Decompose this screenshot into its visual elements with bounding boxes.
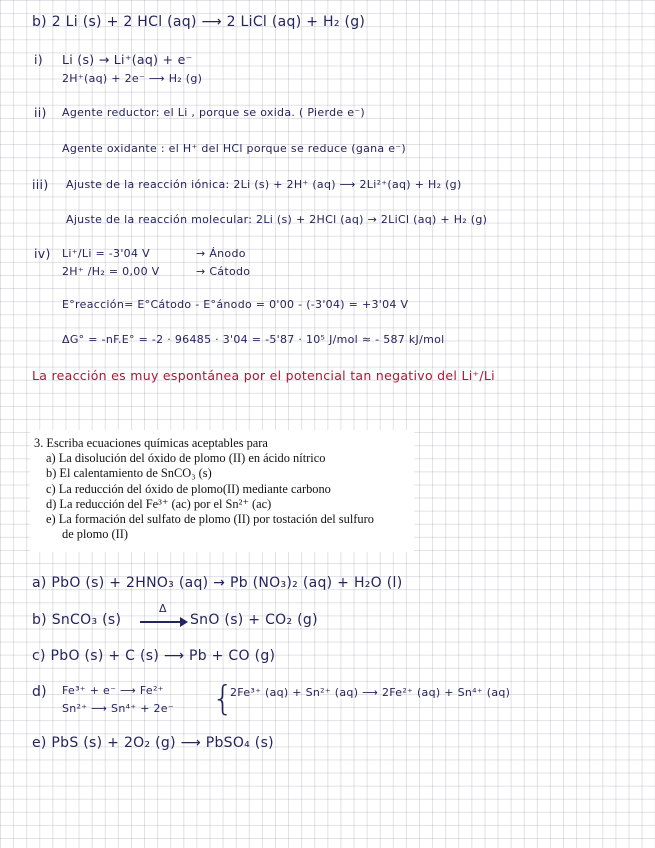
answer-b-products: SnO (s) + CO₂ (g) xyxy=(190,612,318,628)
question-3-item-c: c) La reducción del óxido de plomo(II) mediante carbono xyxy=(46,481,331,496)
item-i-reduction: 2H⁺(aq) + 2e⁻ ⟶ H₂ (g) xyxy=(62,72,203,85)
brace-icon: { xyxy=(212,679,234,719)
cathode-label: → Cátodo xyxy=(196,265,251,278)
heat-arrow xyxy=(140,602,188,632)
h-potential: 2H⁺ /H₂ = 0,00 V xyxy=(62,265,160,278)
answer-d-half-2: Sn²⁺ ⟶ Sn⁴⁺ + 2e⁻ xyxy=(62,702,174,715)
reducing-agent-line: Agente reductor: el Li , porque se oxida. ( Pierde e⁻) xyxy=(62,106,366,119)
question-3-box xyxy=(30,430,414,552)
answer-b-reactant: b) SnCO₃ (s) xyxy=(32,612,122,628)
arrow-head-icon xyxy=(180,617,188,627)
arrow-shaft xyxy=(140,621,182,623)
cell-potential-calc: E°reacción= E°Cátodo - E°ánodo = 0'00 - (-3'04) = +3'04 V xyxy=(62,298,409,311)
gibbs-energy-calc: ΔG° = -nF.E° = -2 · 96485 · 3'04 = -5'87 · 10⁵ J/mol ≈ - 587 kJ/mol xyxy=(62,333,445,346)
question-3-item-d: d) La reducción del Fe³⁺ (ac) por el Sn²⁺ (ac) xyxy=(46,496,272,511)
li-potential: Li⁺/Li = -3'04 V xyxy=(62,247,150,260)
item-i-label: i) xyxy=(34,52,43,67)
question-3-item-a: a) La disolución del óxido de plomo (II) en ácido nítrico xyxy=(46,451,326,466)
oxidizing-agent-line: Agente oxidante : el H⁺ del HCl porque se reduce (gana e⁻) xyxy=(62,142,407,155)
question-3-item-e-cont: de plomo (II) xyxy=(62,527,129,542)
question-3-item-e: e) La formación del sulfato de plomo (II) por tostación del sulfuro xyxy=(46,512,374,527)
answer-d-half-1: Fe³⁺ + e⁻ ⟶ Fe²⁺ xyxy=(62,684,164,697)
question-3-item-b: b) El calentamiento de SnCO₃ (s) xyxy=(46,466,212,481)
item-iv-label: iv) xyxy=(34,246,51,261)
answer-e: e) PbS (s) + 2O₂ (g) ⟶ PbSO₄ (s) xyxy=(32,735,274,751)
answer-a: a) PbO (s) + 2HNO₃ (aq) → Pb (NO₃)₂ (aq) + H₂O (l) xyxy=(32,575,403,591)
answer-d-overall: 2Fe³⁺ (aq) + Sn²⁺ (aq) ⟶ 2Fe²⁺ (aq) + Sn⁴⁺ (aq) xyxy=(230,686,511,699)
reaction-header: b) 2 Li (s) + 2 HCl (aq) ⟶ 2 LiCl (aq) + H₂ (g) xyxy=(32,14,366,30)
item-iii-label: iii) xyxy=(32,177,49,192)
molecular-adjustment-line: Ajuste de la reacción molecular: 2Li (s) + 2HCl (aq) → 2LiCl (aq) + H₂ (g) xyxy=(66,213,488,226)
heat-symbol: Δ xyxy=(159,602,167,615)
conclusion-text: La reacción es muy espontánea por el potencial tan negativo del Li⁺/Li xyxy=(32,368,495,383)
anode-label: → Ánodo xyxy=(196,247,246,260)
answer-d-label: d) xyxy=(32,684,47,700)
item-i-oxidation: Li (s) → Li⁺(aq) + e⁻ xyxy=(62,52,193,67)
item-ii-label: ii) xyxy=(34,105,47,120)
answer-c: c) PbO (s) + C (s) ⟶ Pb + CO (g) xyxy=(32,648,276,664)
question-3-title: 3. Escriba ecuaciones químicas aceptables para xyxy=(34,436,268,450)
ionic-adjustment-line: Ajuste de la reacción iónica: 2Li (s) + 2H⁺ (aq) ⟶ 2Li²⁺(aq) + H₂ (g) xyxy=(66,178,462,191)
